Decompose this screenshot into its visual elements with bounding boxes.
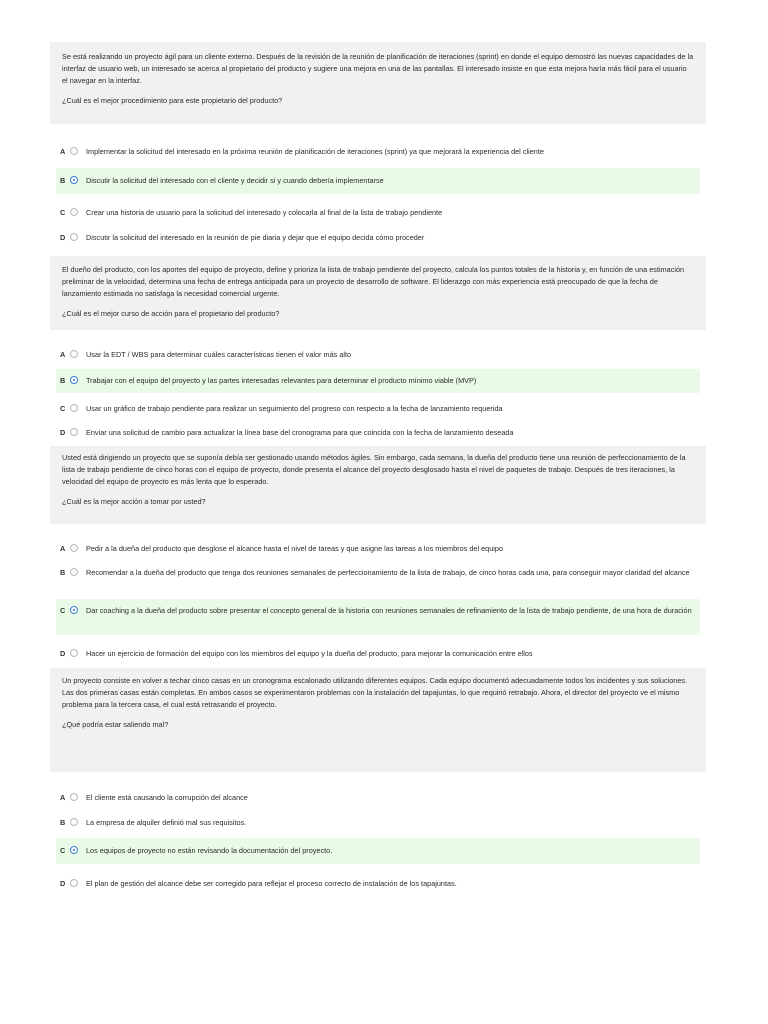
radio-button[interactable] (70, 404, 78, 412)
question-2-prompt: ¿Cuál es el mejor curso de acción para el propietario del producto? (62, 309, 280, 318)
q2-option-c[interactable] (56, 398, 700, 420)
question-2 (50, 256, 706, 330)
q4-option-b[interactable] (56, 811, 700, 833)
option-letter: D (60, 879, 66, 888)
q3-option-b[interactable] (56, 562, 700, 592)
q3-option-a[interactable] (56, 537, 700, 559)
question-4-prompt: ¿Qué podría estar saliendo mal? (62, 720, 169, 729)
q1-option-b[interactable] (56, 168, 700, 194)
option-letter: B (60, 376, 66, 385)
option-text: Enviar una solicitud de cambio para actualizar la línea base del cronograma para que coincida con la fecha de lanzamiento deseada (86, 428, 514, 437)
q2-option-a[interactable] (56, 343, 700, 365)
option-letter: C (60, 846, 66, 855)
option-letter: A (60, 147, 66, 156)
option-letter: C (60, 208, 66, 217)
option-text: Implementar la solicitud del interesado en la próxima reunión de planificación de iteraciones (sprint) ya que mejorará la experiencia del cliente (86, 147, 544, 156)
option-letter: B (60, 568, 66, 577)
option-text: El cliente está causando la corrupción del alcance (86, 793, 248, 802)
option-letter: C (60, 404, 66, 413)
radio-button-checked[interactable] (70, 606, 78, 614)
radio-button[interactable] (70, 649, 78, 657)
option-text: Los equipos de proyecto no están revisando la documentación del proyecto. (86, 846, 333, 855)
option-letter: C (60, 606, 66, 615)
radio-button[interactable] (70, 818, 78, 826)
radio-button[interactable] (70, 208, 78, 216)
option-letter: D (60, 428, 66, 437)
radio-button[interactable] (70, 147, 78, 155)
q3-option-c[interactable] (56, 599, 700, 635)
option-letter: D (60, 233, 66, 242)
question-4-text: Un proyecto consiste en volver a techar cinco casas en un cronograma escalonado utilizando diferentes equipos. Cada equipo documentó adecuadamente todos los incidentes y sus soluciones. Las dos primeras casas están completas. En ambos casos se experimentaron problemas con la instalación del tapajuntas, lo que requirió retrabajo. Ahora, el director del proyecto ve el mismo problema para la tercera casa, el cual está retrasando el proyecto. (62, 676, 688, 709)
radio-button[interactable] (70, 879, 78, 887)
q4-option-c[interactable] (56, 838, 700, 864)
q1-option-d[interactable] (56, 226, 700, 248)
q4-option-a[interactable] (56, 786, 700, 808)
q1-option-a[interactable] (56, 140, 700, 162)
radio-button[interactable] (70, 428, 78, 436)
q1-option-c[interactable] (56, 200, 700, 222)
q2-option-b[interactable] (56, 369, 700, 393)
q2-option-d[interactable] (56, 422, 700, 442)
radio-button-checked[interactable] (70, 176, 78, 184)
radio-button-checked[interactable] (70, 846, 78, 854)
option-text: Hacer un ejercicio de formación del equipo con los miembros del equipo y la dueña del producto, para mejorar la comunicación entre ellos (86, 649, 533, 658)
option-letter: A (60, 544, 66, 553)
radio-button-checked[interactable] (70, 376, 78, 384)
option-letter: A (60, 793, 66, 802)
option-text: Usar la EDT / WBS para determinar cuáles características tienen el valor más alto (86, 350, 352, 359)
question-2-text: El dueño del producto, con los aportes del equipo de proyecto, define y prioriza la lista de trabajo pendiente del proyecto, calcula los puntos totales de la historia y, en función de una estimación preliminar de la velocidad, determina una fecha de entrega anticipada para un proyecto de desarrollo de software. El liderazgo con más experiencia está preocupado de que la fecha de lanzamiento estimada no satisfaga la necesidad comercial urgente. (62, 265, 685, 298)
option-letter: B (60, 176, 66, 185)
option-text: Discutir la solicitud del interesado con el cliente y decidir si y cuando debería implementarse (86, 176, 384, 185)
question-1 (50, 42, 706, 124)
option-letter: D (60, 649, 66, 658)
radio-button[interactable] (70, 544, 78, 552)
radio-button[interactable] (70, 793, 78, 801)
question-3-text: Usted está dirigiendo un proyecto que se suponía debía ser gestionado usando métodos ágiles. Sin embargo, cada semana, la dueña del producto tiene una reunión de perfeccionamiento de la lista de trabajo pendiente de cinco horas con el equipo de proyecto, donde presenta el alcance del proyecto desglosado hasta el nivel de paquetes de trabajo. Después de tres iteraciones, la velocidad del equipo de proyecto es más lenta que lo esperado. (62, 453, 686, 486)
radio-button[interactable] (70, 350, 78, 358)
option-letter: A (60, 350, 66, 359)
question-3 (50, 446, 706, 524)
radio-button[interactable] (70, 233, 78, 241)
option-text: Recomendar a la dueña del producto que tenga dos reuniones semanales de perfeccionamiento de la lista de trabajo, de cinco horas cada una, para conseguir mayor claridad del alcance (86, 568, 690, 577)
question-1-prompt: ¿Cuál es el mejor procedimiento para este propietario del producto? (62, 96, 283, 105)
question-3-prompt: ¿Cuál es la mejor acción a tomar por usted? (62, 497, 206, 506)
question-1-text: Se está realizando un proyecto ágil para un cliente externo. Después de la revisión de la reunión de planificación de iteraciones (sprint) en donde el equipo demostró las nuevas capacidades de la interfaz de usuario web, un interesado se acerca al propietario del producto y sugiere una mejora en una de las pantallas. El interesado insiste en que esta mejora haría más fácil para el usuario el navegar en la interfaz. (62, 52, 694, 85)
option-text: Crear una historia de usuario para la solicitud del interesado y colocarla al final de la lista de trabajo pendiente (86, 208, 443, 217)
option-text: Discutir la solicitud del interesado en la reunión de pie diaria y dejar que el equipo decida cómo proceder (86, 233, 425, 242)
question-4 (50, 668, 706, 772)
q4-option-d[interactable] (56, 872, 700, 894)
option-letter: B (60, 818, 66, 827)
option-text: Trabajar con el equipo del proyecto y las partes interesadas relevantes para determinar el producto mínimo viable (MVP) (86, 376, 477, 385)
option-text: El plan de gestión del alcance debe ser corregido para reflejar el proceso correcto de instalación de los tapajuntas. (86, 879, 457, 888)
radio-button[interactable] (70, 568, 78, 576)
q3-option-d[interactable] (56, 643, 700, 665)
option-text: Usar un gráfico de trabajo pendiente para realizar un seguimiento del progreso con respecto a la fecha de lanzamiento requerida (86, 404, 503, 413)
option-text: Pedir a la dueña del producto que desglose el alcance hasta el nivel de tareas y que asigne las tareas a los miembros del equipo (86, 544, 503, 553)
option-text: La empresa de alquiler definió mal sus requisitos. (86, 818, 247, 827)
option-text: Dar coaching a la dueña del producto sobre presentar el concepto general de la historia con reuniones semanales de refinamiento de la lista de trabajo pendiente, de una hora de duración (86, 606, 692, 615)
